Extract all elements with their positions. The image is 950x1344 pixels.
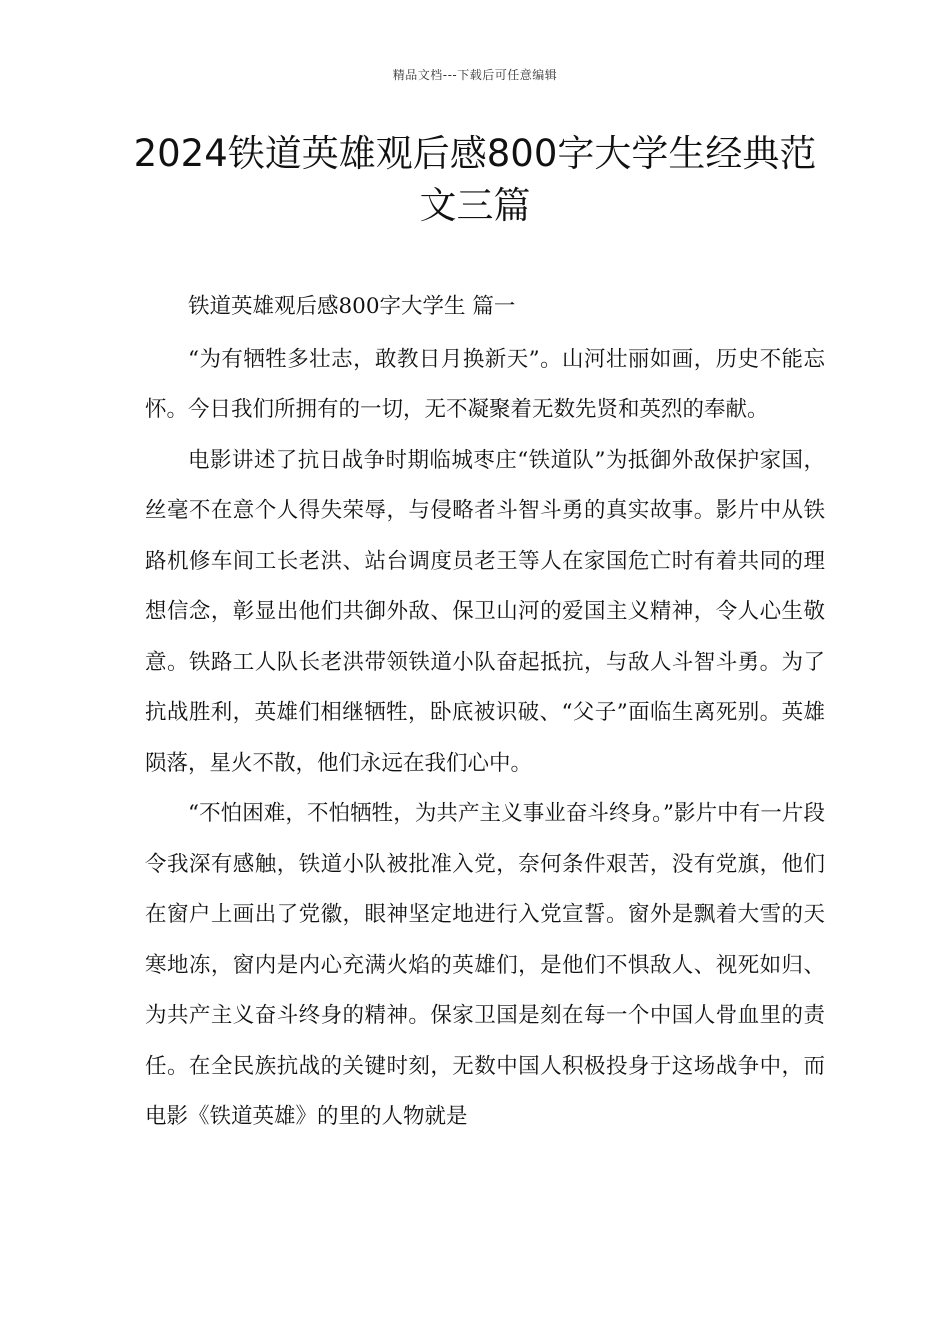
header-note: 精品文档---下载后可任意编辑: [392, 68, 558, 82]
section-heading: 铁道英雄观后感800字大学生 篇一: [188, 294, 516, 319]
document-body: [145, 282, 825, 1143]
document-title: 2024铁道英雄观后感800字大学生经典范文三篇: [133, 132, 817, 227]
paragraph: “不怕困难，不怕牺牲，为共产主义事业奋斗终身。”影片中有一片段令我深有感触，铁道小队被批准入党，奈何条件艰苦，没有党旗，他们在窗户上画出了党徽，眼神坚定地进行入党宣誓。窗外是飘着大雪的天寒地冻，窗内是内心充满火焰的英雄们，是他们不惧敌人、视死如归、为共产主义奋斗终身的精神。保家卫国是刻在每一个中国人骨血里的责任。在全民族抗战的关键时刻，无数中国人积极投身于这场战争中，而电影《铁道英雄》的里的人物就是: [145, 801, 825, 1129]
paragraph: 电影讲述了抗日战争时期临城枣庄“铁道队”为抵御外敌保护家国，丝毫不在意个人得失荣辱，与侵略者斗智斗勇的真实故事。影片中从铁路机修车间工长老洪、站台调度员老王等人在家国危亡时有着共同的理想信念，彰显出他们共御外敌、保卫山河的爱国主义精神，令人心生敬意。铁路工人队长老洪带领铁道小队奋起抵抗，与敌人斗智斗勇。为了抗战胜利，英雄们相继牺牲，卧底被识破、“父子”面临生离死别。英雄陨落，星火不散，他们永远在我们心中。: [145, 447, 825, 776]
paragraph: “为有牺牲多壮志，敢教日月换新天”。山河壮丽如画，历史不能忘怀。今日我们所拥有的一切，无不凝聚着无数先贤和英烈的奉献。: [145, 346, 825, 422]
